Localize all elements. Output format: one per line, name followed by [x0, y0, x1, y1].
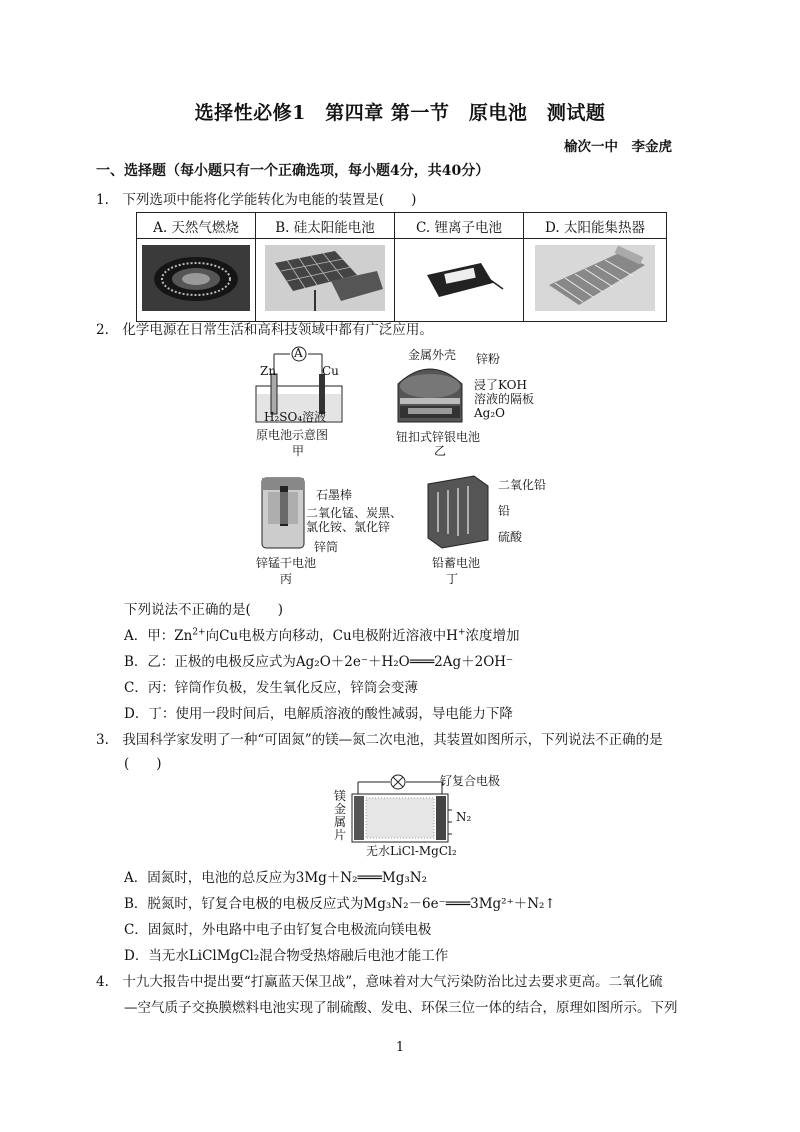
figure-jia-caption: 原电池示意图	[256, 428, 329, 442]
ammeter-label: A	[294, 346, 303, 360]
question-3-option-a: A．固氮时，电池的总反应为3Mg＋N₂═══Mg₃N₂	[124, 870, 428, 886]
electrolyte-label: 无水LiCl-MgCl₂	[366, 844, 457, 858]
pb-label: 铅	[498, 504, 511, 518]
figure-bing-tag: 丙	[280, 572, 293, 586]
question-2-option-a: A．甲：$Zn^{2+}$向Cu电极方向移动，Cu电极附近溶液中H+浓度增加	[124, 627, 520, 644]
question-3-option-c: C．固氮时，外电路中电子由钌复合电极流向镁电极	[124, 922, 432, 938]
lithium-battery-photo	[395, 239, 524, 322]
question-3-option-b: B．脱氮时，钌复合电极的电极反应式为Mg₃N₂－6e⁻═══3Mg²⁺＋N₂↑	[124, 896, 556, 912]
mg-sheet-label: 镁金属片	[334, 789, 347, 842]
figure-mg-n2-battery	[330, 770, 510, 856]
section-heading: 一、选择题（每小题只有一个正确选项，每小题4分，共40分）	[96, 163, 490, 179]
solar-panel-photo	[256, 239, 395, 322]
question-1-stem: 1. 下列选项中能将化学能转化为电能的装置是( )	[96, 192, 417, 208]
ru-electrode-label: 钌复合电极	[440, 774, 501, 788]
koh-label-1: 浸了KOH	[474, 378, 527, 392]
question-3-option-d: D．当无水LiClMgCl₂混合物受热熔融后电池才能工作	[124, 948, 449, 964]
paste-label-2: 氯化铵、氯化锌	[306, 520, 391, 534]
figure-yi-tag: 乙	[434, 444, 447, 458]
question-2-option-b: B．乙：正极的电极反应式为Ag₂O＋2e⁻＋H₂O═══2Ag＋2OH⁻	[124, 654, 514, 670]
page-title: 选择性必修1 第四章 第一节 原电池 测试题	[194, 102, 606, 124]
n2-label: N₂	[456, 810, 472, 824]
cu-label: Cu	[322, 364, 339, 378]
solar-collector-photo	[524, 239, 667, 322]
option-c-header: C. 锂离子电池	[395, 213, 524, 239]
question-2-ask: 下列说法不正确的是( )	[124, 602, 284, 618]
figure-yi-caption: 钮扣式锌银电池	[396, 430, 481, 444]
question-2-stem: 2. 化学电源在日常生活和高科技领域中都有广泛应用。	[96, 322, 433, 338]
figure-yi	[388, 342, 558, 462]
figure-ding	[418, 470, 578, 590]
figure-bing	[254, 470, 414, 590]
question-3-paren: ( )	[124, 756, 162, 772]
gas-burner-photo	[137, 239, 256, 322]
question-3-stem: 3. 我国科学家发明了一种“可固氮”的镁—氮二次电池，其装置如图所示，下列说法不正确的是	[96, 732, 663, 748]
author: 榆次一中 李金虎	[564, 139, 672, 155]
pbo2-label: 二氧化铅	[498, 478, 547, 492]
paste-label-1: 二氧化锰、炭黑、	[306, 506, 403, 520]
option-d-header: D. 太阳能集热器	[524, 213, 667, 239]
koh-label-2: 溶液的隔板	[474, 392, 535, 406]
question-2-option-c: C．丙：锌筒作负极，发生氧化反应，锌筒会变薄	[124, 680, 418, 696]
zinc-tube-label: 锌筒	[314, 540, 339, 554]
graphite-rod-label: 石墨棒	[316, 488, 353, 502]
page-number: 1	[395, 1040, 405, 1055]
option-b-header: B. 硅太阳能电池	[256, 213, 395, 239]
solution-label: H₂SO₄溶液	[264, 410, 327, 424]
option-a-header: A. 天然气燃烧	[137, 213, 256, 239]
ag2o-label: Ag₂O	[474, 406, 505, 420]
acid-label: 硫酸	[498, 530, 523, 544]
figure-jia-tag: 甲	[292, 444, 305, 458]
figure-jia	[250, 342, 350, 462]
zn-label: Zn	[260, 364, 277, 378]
question-4-line-1: 4. 十九大报告中提出要“打赢蓝天保卫战”，意味着对大气污染防治比过去要求更高。二氧化硫	[96, 974, 663, 990]
question-4-line-2: —空气质子交换膜燃料电池实现了制硫酸、发电、环保三位一体的结合，原理如图所示。下列	[124, 1000, 678, 1016]
question-1-table	[136, 212, 667, 322]
figure-ding-caption: 铅蓄电池	[432, 556, 481, 570]
zinc-powder-label: 锌粉	[476, 352, 501, 366]
figure-ding-tag: 丁	[446, 572, 459, 586]
shell-label: 金属外壳	[408, 348, 457, 362]
question-2-option-d: D．丁：使用一段时间后，电解质溶液的酸性减弱，导电能力下降	[124, 706, 513, 722]
figure-bing-caption: 锌锰干电池	[256, 556, 317, 570]
